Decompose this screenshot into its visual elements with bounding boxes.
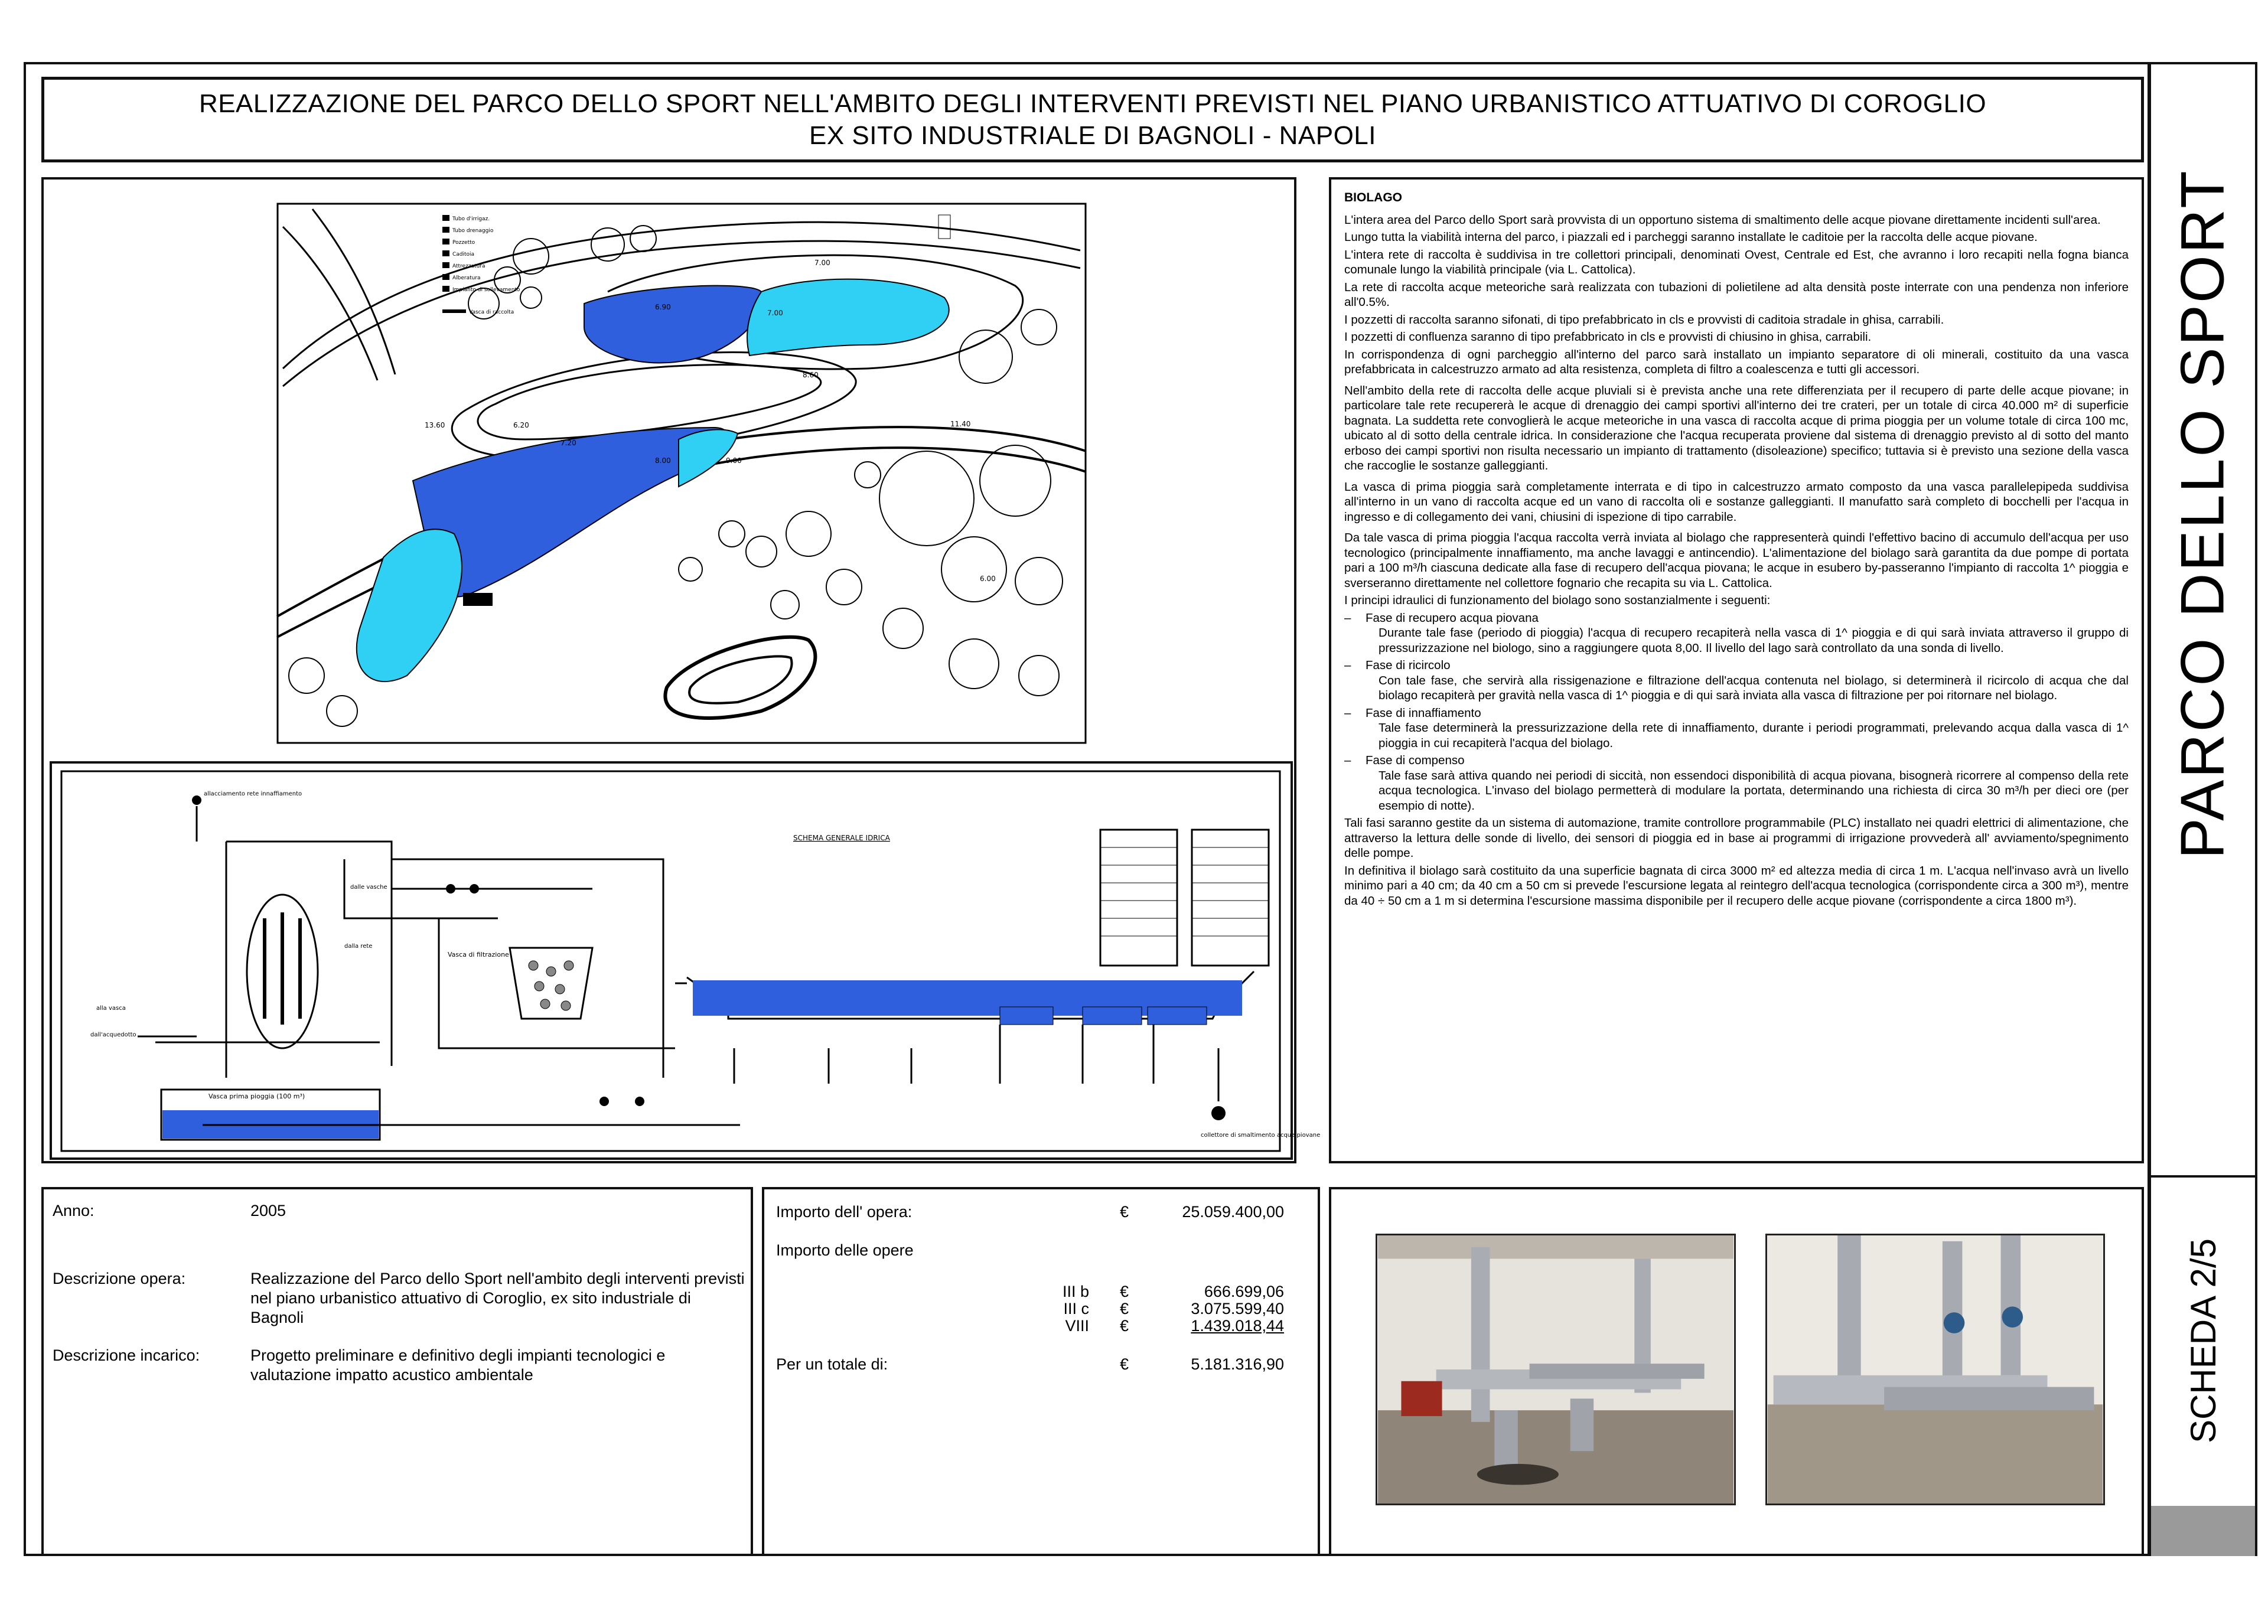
- text-paragraph: L'intera area del Parco dello Sport sarà provvista di un opportuno sistema di smaltimento delle acque piovane direttamente incidenti sull'area.: [1344, 213, 2101, 227]
- anno-value: 2005: [250, 1202, 286, 1219]
- legend-swatch: [442, 250, 449, 256]
- cost-class: VIII: [1065, 1317, 1089, 1335]
- photo-ceiling-band: [1378, 1235, 1733, 1258]
- photo-floor: [1378, 1410, 1733, 1504]
- legend-swatch: [442, 227, 449, 233]
- pump: [635, 1097, 644, 1106]
- pump: [192, 795, 201, 805]
- currency-symbol: €: [1120, 1355, 1129, 1373]
- legend-label: Tubo drenaggio: [452, 228, 494, 234]
- text-paragraph: Da tale vasca di prima pioggia l'acqua raccolta verrà inviata al biolago che rappresenterà quindi l'effettivo bacino di accumulo dell'acqua per uso tecnologico (principalmente innaffiamento, ma anche lavaggi e antincendio). L'alimentazione del biolago sarà garantita da due pompe di portata pari a 100 m³/h ciascuna dedicate alla fase di recupero dell'acqua piovana; le acque in esubero by-passeranno l'impianto di raccolta 1^ pioggia e sverseranno direttamente nel collettore fognario che recapita su via L. Cattolica.: [1344, 531, 2129, 590]
- photo-floor-drain: [1477, 1464, 1559, 1485]
- pump: [1211, 1106, 1226, 1120]
- text-paragraph: In definitiva il biolago sarà costituito da una superficie bagnata di circa 3000 m² ed altezza media di circa 1 m. L'acqua nell'invaso avrà un livello minimo pari a 40 cm; da 40 cm a 50 cm si prevede l'escursione legata al reintegro dell'acqua tecnologica (corrispondente circa a 300 m³), mentre da 40 ÷ 50 cm a 1 m si determina l'escursione massima disponibile per il recupero delle acque piovane (corrispondente a circa 1800 m³).: [1344, 863, 2129, 908]
- text-paragraph: Lungo tutta la viabilità interna del parco, i piazzali ed i parcheggi saranno installate le caditoie per la raccolta delle acque piovane.: [1344, 230, 2038, 244]
- elevation-label: 8.60: [803, 371, 819, 379]
- site-plan: [277, 203, 1086, 743]
- text-paragraph: I pozzetti di raccolta saranno sifonati, di tipo prefabbricato in cls e provvisti di caditoia stradale in ghisa, carrabili.: [1344, 312, 1944, 327]
- photo-pump-room-2: [1765, 1234, 2105, 1505]
- filter-pellet: [535, 981, 544, 991]
- text-paragraph: Nell'ambito della rete di raccolta delle acque pluviali si è prevista anche una rete differenziata per il recupero di parte delle acque piovane; in particolare tale rete recupererà le acque di drenaggio dei campi sportivi all'interno dei tre crateri, per un totale di circa 40.000 m² di superficie bagnata. La suddetta rete convoglierà le acque meteoriche in una vasca di raccolta acque di prima pioggia per un volume totale di circa 100 mc, ubicato al di sotto della centrale idrica. In considerazione che l'acqua recuperata proviene dal sistema di drenaggio previsto al di sotto del manto erboso dei campi sportivi non risulta necessario un impianto di trattamento (disoleazione) specifico; tuttavia si è previsto una sezione della vasca che raccoglie le sostanze galleggianti.: [1344, 383, 2129, 472]
- scheme-label: allacciamento rete innaffiamento: [204, 791, 302, 797]
- photo-red-equipment: [1401, 1381, 1442, 1416]
- legend-label: Alberatura: [452, 275, 481, 281]
- phase-body: Tale fase determinerà la pressurizzazione della rete di innaffiamento, durante i periodi programmati, prelevando acqua dalla vasca di 1^ pioggia in cui recapiterà l'acqua del biolago.: [1379, 721, 2129, 750]
- currency-symbol: €: [1120, 1283, 1129, 1300]
- text-paragraph: L'intera rete di raccolta è suddivisa in tre collettori principali, denominati Ovest, Centrale ed Est, che avranno i loro recapiti nella fogna bianca comunale lungo la viabilità principale (via L. Cattolica).: [1344, 247, 2129, 276]
- descrizione-opera-value: Realizzazione del Parco dello Sport nell'ambito degli interventi previsti nel piano urbanistico attuativo di Coroglio, ex sito industriale di Bagnoli: [250, 1270, 745, 1326]
- drawing-panel: [41, 177, 1321, 1163]
- pump: [470, 884, 479, 893]
- text-paragraph: La rete di raccolta acque meteoriche sarà realizzata con tubazioni di polietilene ad alta densità poste interrate con una pendenza non inferiore all'0.5%.: [1344, 280, 2129, 309]
- side-title-text: PARCO DELLO SPORT: [2168, 168, 2237, 859]
- photo-pipe: [2001, 1235, 2021, 1375]
- text-paragraph: Tali fasi saranno gestite da un sistema di automazione, tramite controllore programmabile (PLC) installato nei quadri elettrici di alimentazione, che attraverso la lettura delle sonde di livello, dei sensori di pioggia ed in base ai programmi di irrigazione provvederà all' avviamento/spegnimento delle pompe.: [1344, 816, 2129, 860]
- legend-swatch: [442, 239, 449, 244]
- totale-label: Per un totale di:: [776, 1355, 888, 1373]
- phase-title: Fase di recupero acqua piovana: [1366, 611, 1539, 625]
- currency-symbol: €: [1120, 1203, 1129, 1221]
- importo-opera-value: 25.059.400,00: [1182, 1203, 1284, 1221]
- text-paragraph: La vasca di prima pioggia sarà completamente interrata e di tipo in calcestruzzo armato composto da una vasca parallelepipeda suddivisa all'interno in un vano di raccolta acque ed un vano di raccolta oli e sostanze galleggianti. Il manufatto sarà completo di bocchelli per l'acqua in ingresso e di collegamento dei vani, chiusini di ispezione di tipo carrabile.: [1344, 480, 2129, 524]
- scheme-title: SCHEMA GENERALE IDRICA: [793, 834, 890, 842]
- description-panel: [1329, 177, 2144, 1163]
- elevation-label: 13.60: [425, 421, 445, 429]
- side-gray-tab: [2151, 1506, 2255, 1556]
- elevation-label: 6.20: [513, 421, 529, 429]
- elevation-label: 11.40: [950, 420, 971, 428]
- photo-pipe: [1471, 1247, 1490, 1422]
- scheme-label: dalle vasche: [350, 884, 387, 891]
- descrizione-opera-label: Descrizione opera:: [53, 1270, 186, 1287]
- scheme-label: collettore di smaltimento acque piovane: [1201, 1132, 1321, 1139]
- legend-label: Caditoia: [452, 252, 475, 257]
- text-paragraph: I principi idraulici di funzionamento del biolago sono sostanzialmente i seguenti:: [1344, 593, 1771, 607]
- filter-pellet: [555, 984, 565, 994]
- totale-value: 5.181.316,90: [1191, 1355, 1284, 1373]
- legend-swatch: [442, 309, 466, 313]
- filter-pellet: [561, 1001, 571, 1010]
- filter-tank: [510, 948, 592, 1019]
- filter-pellet: [564, 961, 573, 970]
- photo-pump-room-1: [1376, 1234, 1736, 1505]
- photo-floor: [1768, 1404, 2103, 1504]
- scheme-label: dalla rete: [344, 943, 373, 950]
- text-paragraph: I pozzetti di confluenza saranno di tipo prefabbricato in cls e provvisti di chiusino in ghisa, carrabili.: [1344, 330, 1872, 344]
- elevation-label: 7.00: [814, 259, 830, 267]
- importo-opera-label: Importo dell' opera:: [776, 1203, 913, 1221]
- cost-value: 3.075.599,40: [1191, 1300, 1284, 1318]
- photo-pipe: [1884, 1387, 2094, 1410]
- phase-item: – Fase di ricircolo Con tale fase, che servirà alla rissigenazione e filtrazione dell'acqua contenuta nel biolago, si determinerà il ricircolo di acqua che dal biolago recapiterà per gravità nella vasca di 1^ pioggia e di qui sarà inviata alla vasca di filtrazione per poi ritornare nel biolago.: [1344, 658, 2129, 702]
- title-line-1: REALIZZAZIONE DEL PARCO DELLO SPORT NELL'AMBITO DEGLI INTERVENTI PREVISTI NEL PIANO URBANISTICO ATTUATIVO DI COROGLIO: [198, 89, 1987, 118]
- pump: [599, 1097, 609, 1106]
- filter-pellet: [540, 999, 550, 1009]
- legend-label: Impianto di sollevamento: [452, 287, 520, 293]
- phase-item: – Fase di innaffiamento Tale fase determinerà la pressurizzazione della rete di innaffiamento, durante i periodi programmati, prelevando acqua dalla vasca di 1^ pioggia in cui recapiterà l'acqua del biolago.: [1344, 706, 2129, 750]
- sheet-number-text: SCHEDA 2/5: [2183, 1238, 2223, 1443]
- phase-body: Con tale fase, che servirà alla rissigenazione e filtrazione dell'acqua contenuta nel biolago, si determinerà il ricircolo di acqua che dal biolago recapiterà per gravità nella vasca di 1^ pioggia e di qui sarà inviata alla vasca di filtrazione per poi ritornare nel biolago.: [1379, 673, 2129, 702]
- legend-swatch: [442, 286, 449, 292]
- legend-label: Tubo d'irrigaz.: [452, 216, 490, 222]
- text-paragraph: In corrispondenza di ogni parcheggio all'interno del parco sarà installato un impianto separatore di oli minerali, costituito da una vasca prefabbricata in calcestruzzo armato ad alta resistenza, completa di filtro a coalescenza e tutti gli accessori.: [1344, 347, 2129, 376]
- phase-body: Durante tale fase (periodo di pioggia) l'acqua di recupero recapiterà nella vasca di 1^ pioggia e di qui sarà inviata attraverso il gruppo di pressurizzazione nel biologo, sino a raggiungere quota 8,00. Il livello del lago sarà controllato da una sonda di livello.: [1379, 626, 2129, 655]
- photo-valve: [2002, 1306, 2023, 1328]
- phase-title: Fase di innaffiamento: [1366, 706, 1481, 720]
- scheme-legend-2: [1192, 830, 1269, 966]
- text-heading: BIOLAGO: [1344, 191, 1402, 204]
- filter-pellet: [546, 967, 556, 976]
- cost-panel: [762, 1187, 1320, 1556]
- scheme-label: alla vasca: [96, 1005, 126, 1012]
- info-panel: [41, 1187, 753, 1556]
- legend-swatch: [442, 215, 449, 221]
- legend-label: Attrezzatura: [452, 263, 485, 269]
- lake-section-basin: [1000, 1007, 1053, 1025]
- descrizione-incarico-label: Descrizione incarico:: [53, 1346, 200, 1364]
- photo-pipe: [1837, 1235, 1860, 1398]
- elevation-label: 6.00: [980, 575, 996, 583]
- sheet-number: [2150, 1175, 2256, 1506]
- phase-item: – Fase di compenso Tale fase sarà attiva quando nei periodi di siccità, non essendoci disponibilità di acqua piovana, bisognerà ricorrere al compenso della rete acqua tecnologica. L'invaso del biolago permetterà di modulare la portata, determinando una richiesta di circa 30 m³/h per dieci ore (per esempio di notte).: [1344, 754, 2129, 813]
- scheme-label: dall'acquedotto: [90, 1032, 136, 1038]
- legend-swatch: [442, 262, 449, 268]
- title-line-2: EX SITO INDUSTRIALE DI BAGNOLI - NAPOLI: [809, 120, 1377, 150]
- legend-swatch: [442, 274, 449, 280]
- elevation-label: 6.90: [655, 303, 671, 311]
- hydraulic-scheme: [61, 771, 1321, 1152]
- photo-pipe: [1530, 1364, 1705, 1379]
- elevation-label: 7.00: [767, 309, 783, 317]
- elevation-label: 7.20: [561, 439, 576, 447]
- importo-opere-label: Importo delle opere: [776, 1241, 914, 1259]
- cost-value: 1.439.018,44: [1191, 1317, 1284, 1335]
- elevation-label: 9.00: [726, 456, 742, 465]
- photo-panel: [1329, 1187, 2144, 1556]
- cost-value: 666.699,06: [1204, 1283, 1284, 1300]
- scheme-label: Vasca prima pioggia (100 m³): [208, 1093, 305, 1100]
- currency-symbol: €: [1120, 1317, 1129, 1335]
- lake-section-basin: [1083, 1007, 1142, 1025]
- filter-pellet: [529, 961, 538, 970]
- phase-title: Fase di ricircolo: [1366, 658, 1451, 672]
- lake-section-basin: [1148, 1007, 1207, 1025]
- phase-title: Fase di compenso: [1366, 754, 1465, 767]
- descrizione-incarico-value: Progetto preliminare e definitivo degli impianti tecnologici e valutazione impatto acustico ambientale: [250, 1346, 666, 1384]
- legend-label: Vasca di raccolta: [469, 309, 514, 315]
- pump-station: [463, 593, 493, 606]
- phase-body: Tale fase sarà attiva quando nei periodi di siccità, non essendoci disponibilità di acqua piovana, bisognerà ricorrere al compenso della rete acqua tecnologica. L'invaso del biolago permetterà di modulare la portata, determinando una richiesta di circa 30 m³/h per dieci ore (per esempio di notte).: [1379, 768, 2129, 813]
- elevation-label: 8.00: [655, 456, 671, 465]
- photo-pipe: [1570, 1398, 1594, 1451]
- cost-class: III c: [1063, 1300, 1089, 1318]
- photo-pipe: [1943, 1241, 1963, 1381]
- side-title: [2150, 62, 2256, 966]
- photo-pipe: [1494, 1410, 1517, 1469]
- scheme-frame: [50, 761, 1321, 1160]
- scheme-legend-1: [1100, 830, 1177, 966]
- photo-valve: [1944, 1312, 1965, 1333]
- anno-label: Anno:: [53, 1202, 94, 1219]
- currency-symbol: €: [1120, 1300, 1129, 1318]
- phase-item: – Fase di recupero acqua piovana Durante tale fase (periodo di pioggia) l'acqua di recupero recapiterà nella vasca di 1^ pioggia e di qui sarà inviata attraverso il gruppo di pressurizzazione nel biologo, sino a raggiungere quota 8,00. Il livello del lago sarà controllato da una sonda di livello.: [1344, 611, 2129, 655]
- title-block: [41, 77, 2144, 162]
- scheme-label: Vasca di filtrazione: [448, 951, 509, 958]
- legend-label: Pozzetto: [452, 240, 475, 246]
- pump: [446, 884, 455, 893]
- cost-class: III b: [1062, 1283, 1089, 1300]
